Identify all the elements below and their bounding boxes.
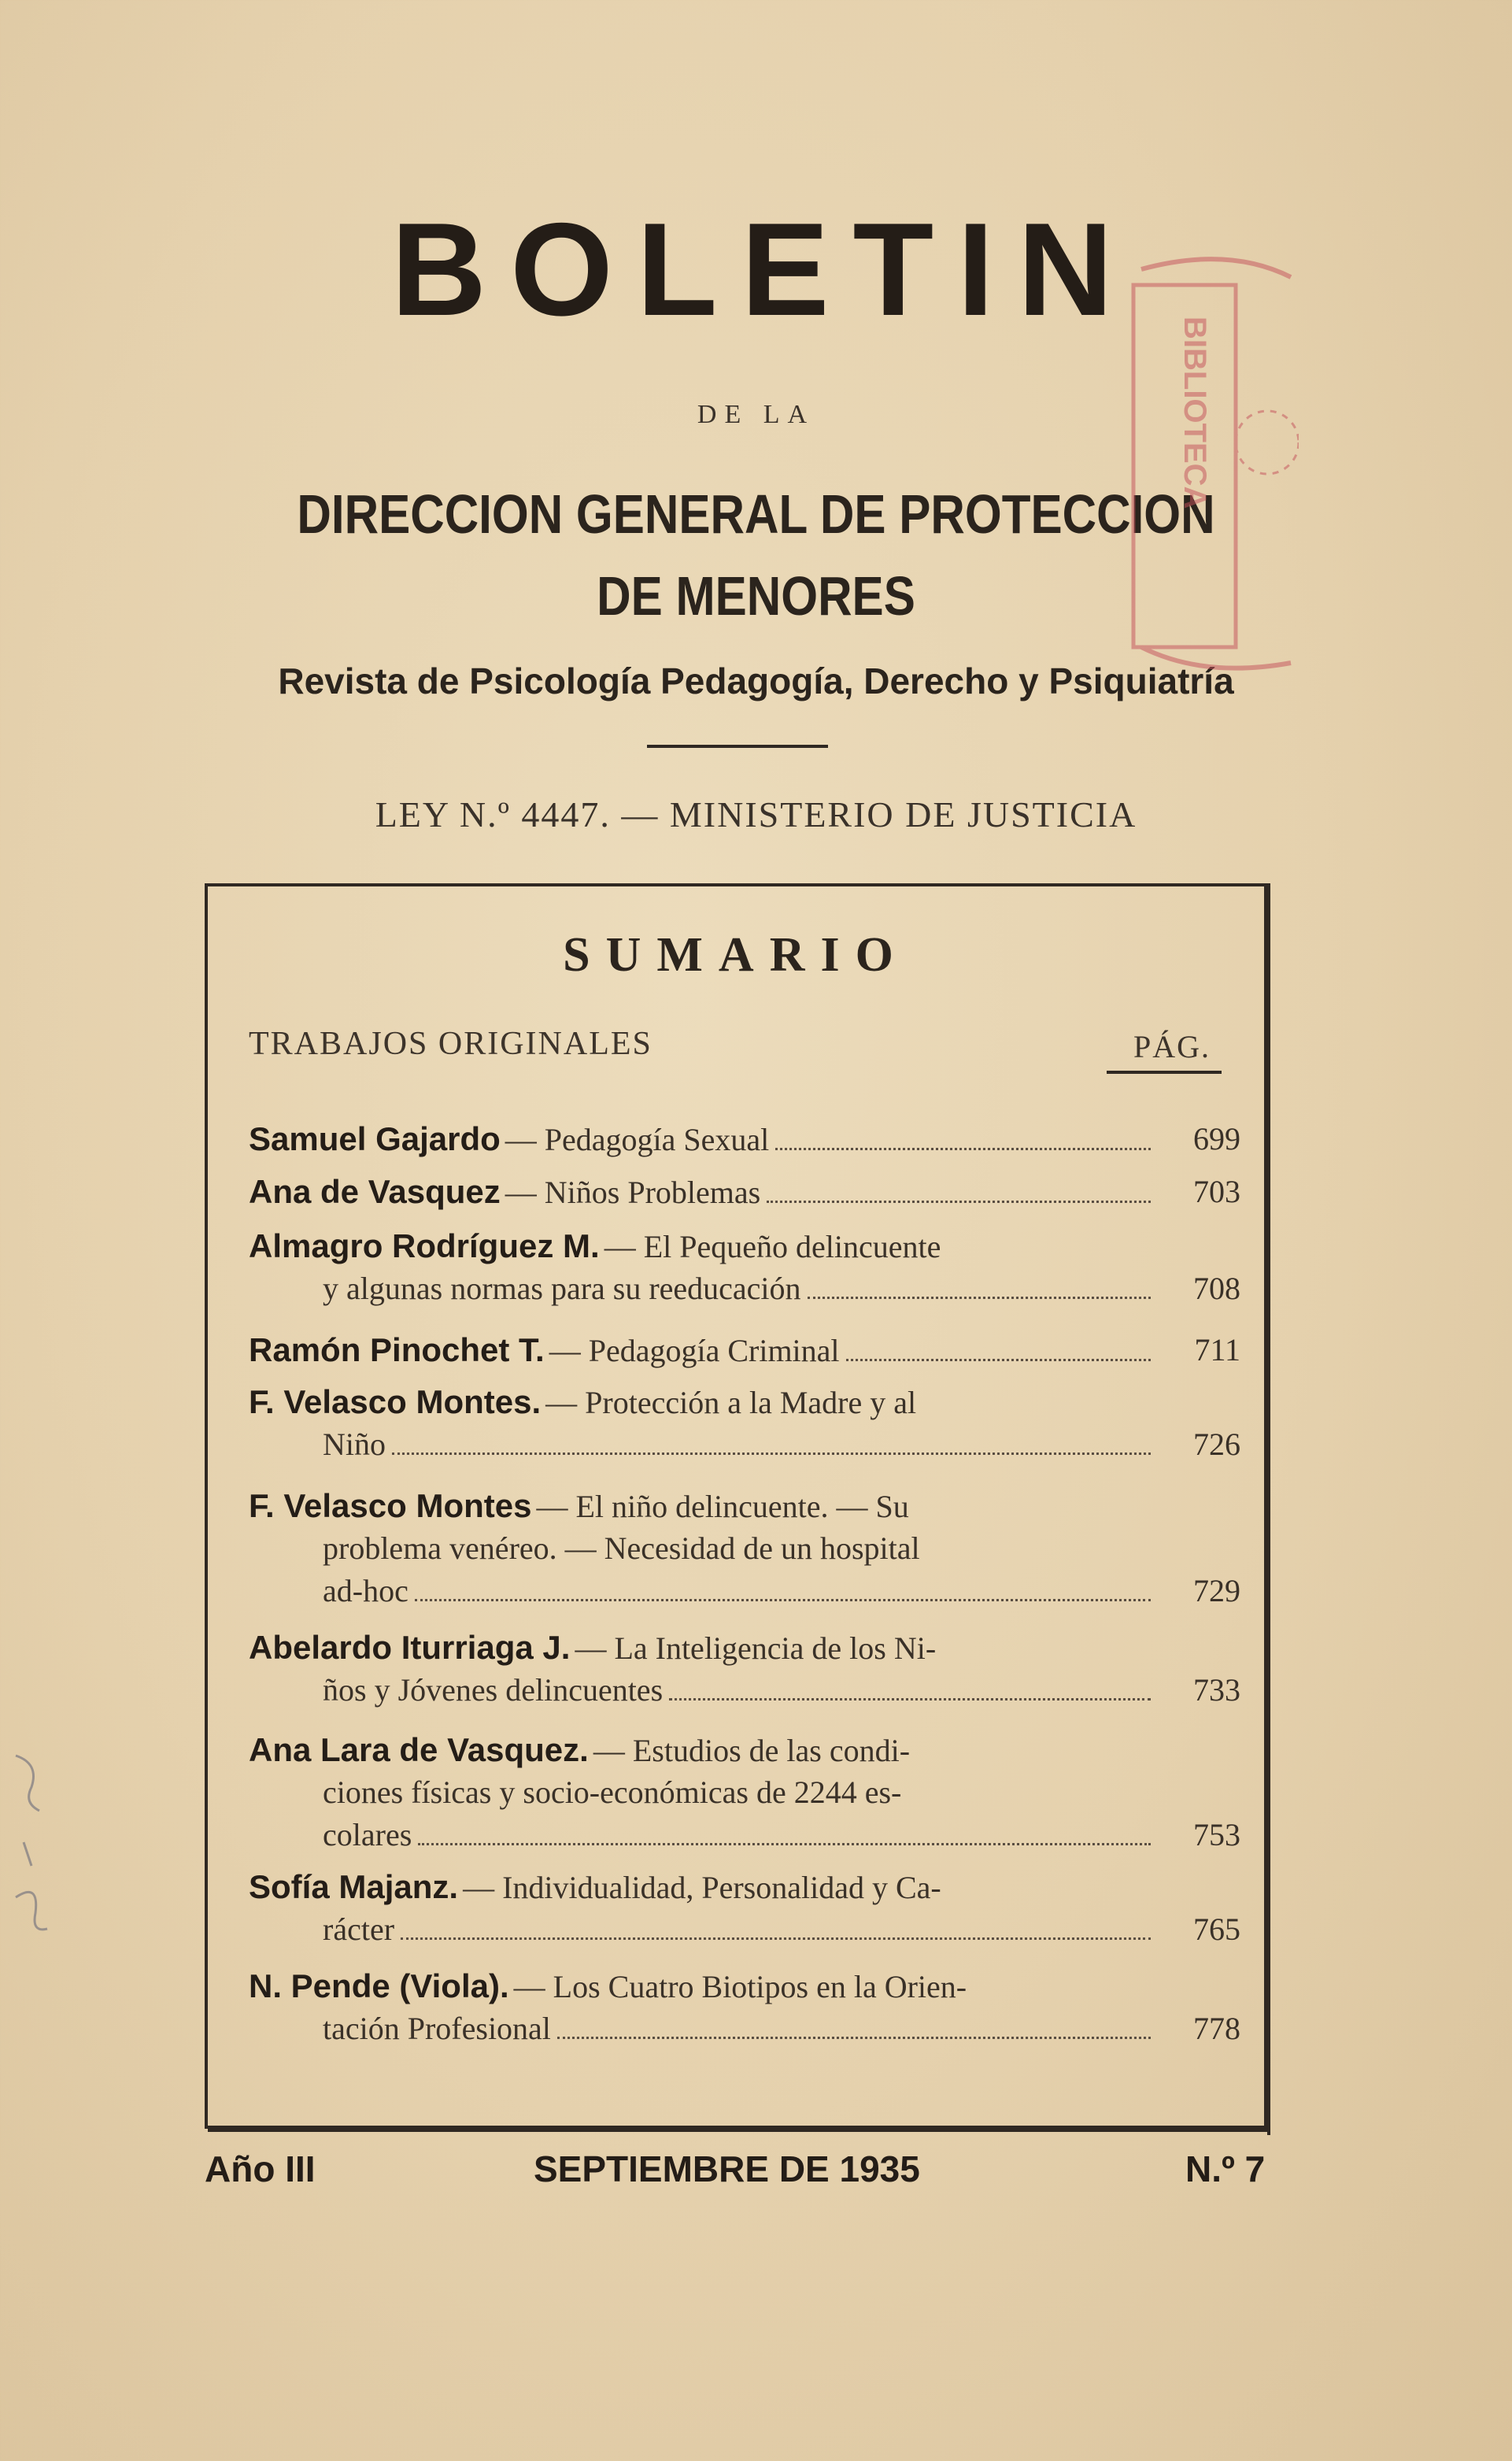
toc-entry: [249, 1729, 1240, 1856]
handwritten-mark-icon: [8, 1748, 55, 1937]
dot-leader: [767, 1200, 1151, 1203]
toc-author: F. Velasco Montes.: [249, 1383, 542, 1420]
toc-line: [249, 1814, 1240, 1856]
dot-leader: [415, 1598, 1151, 1601]
toc-page-number: 733: [1193, 1672, 1240, 1708]
toc-author: Abelardo Iturriaga J.: [249, 1629, 571, 1666]
toc-title-text: problema venéreo. — Necesidad de un hospital: [323, 1530, 920, 1566]
toc-line: [249, 1171, 1240, 1213]
svg-text:BIBLIOTECA: BIBLIOTECA: [1177, 316, 1212, 509]
toc-entry: [249, 1381, 1240, 1466]
toc-line: [249, 1908, 1240, 1951]
toc-author: Sofía Majanz.: [249, 1868, 459, 1905]
toc-entry: [249, 1626, 1240, 1712]
toc-title-text: — Niños Problemas: [505, 1175, 761, 1210]
toc-line: [249, 1329, 1240, 1371]
organization-line-2: DE MENORES: [597, 565, 915, 627]
library-stamp-icon: [1110, 254, 1299, 694]
toc-author: Ana de Vasquez: [249, 1173, 501, 1210]
toc-title-text: colares: [323, 1817, 412, 1852]
toc-line: [249, 1381, 1240, 1423]
issue-number: N.º 7: [1185, 2148, 1266, 2189]
toc-line: [249, 1729, 1240, 1771]
dot-leader: [418, 1842, 1151, 1845]
toc-title-text: Niño: [323, 1427, 386, 1462]
organization-line-1: DIRECCION GENERAL DE PROTECCION: [297, 483, 1215, 545]
toc-title-text: ad-hoc: [323, 1573, 408, 1608]
toc-title-text: — Estudios de las condi-: [593, 1733, 911, 1768]
toc-line: [249, 2008, 1240, 2050]
toc-title-text: — El niño delincuente. — Su: [536, 1489, 909, 1524]
toc-page-number: 711: [1194, 1332, 1240, 1367]
toc-title-text: — Protección a la Madre y al: [545, 1385, 917, 1420]
toc-line: [249, 1268, 1240, 1310]
year-label: Año III: [205, 2148, 316, 2189]
toc-author: Ramón Pinochet T.: [249, 1331, 545, 1368]
dot-leader: [392, 1452, 1151, 1455]
page-label-underline: [1107, 1071, 1222, 1074]
dot-leader: [669, 1697, 1151, 1700]
toc-entry: [249, 1171, 1240, 1213]
dot-leader: [775, 1147, 1151, 1150]
toc-line: [249, 1626, 1240, 1669]
toc-page-number: 699: [1193, 1121, 1240, 1156]
toc-page-number: 708: [1193, 1271, 1240, 1306]
page-column-label: PÁG.: [1133, 1029, 1211, 1064]
toc-page-number: 729: [1193, 1573, 1240, 1608]
toc-line: [249, 1771, 1240, 1814]
toc-author: N. Pende (Viola).: [249, 1967, 509, 2004]
toc-title-text: — Los Cuatro Biotipos en la Orien-: [513, 1969, 967, 2004]
de-la-text: DE LA: [697, 400, 815, 429]
toc-title-text: — Pedagogía Sexual: [505, 1122, 770, 1157]
toc-line: [249, 1965, 1240, 2008]
toc-title-text: y algunas normas para su reeducación: [323, 1271, 801, 1306]
dot-leader: [808, 1296, 1151, 1299]
dot-leader: [557, 2036, 1151, 2039]
journal-title: BOLETIN: [390, 195, 1137, 343]
toc-title-text: ños y Jóvenes delincuentes: [323, 1672, 664, 1708]
toc-title-text: — Individualidad, Personalidad y Ca-: [463, 1870, 941, 1905]
toc-entry: [249, 1118, 1240, 1160]
issue-date: SEPTIEMBRE DE 1935: [534, 2148, 920, 2189]
section-heading: TRABAJOS ORIGINALES: [249, 1026, 652, 1062]
law-ministry-line: LEY N.º 4447. — MINISTERIO DE JUSTICIA: [375, 794, 1137, 835]
toc-title-text: — Pedagogía Criminal: [549, 1333, 840, 1368]
box-shadow-bottom: [208, 2129, 1270, 2132]
toc-entry: [249, 1329, 1240, 1371]
toc-page-number: 765: [1193, 1911, 1240, 1947]
divider-rule: [647, 745, 828, 748]
toc-entry: [249, 1965, 1240, 2050]
toc-author: Samuel Gajardo: [249, 1120, 501, 1157]
toc-entry: [249, 1866, 1240, 1951]
toc-title-text: tación Profesional: [323, 2011, 551, 2046]
dot-leader: [846, 1358, 1151, 1361]
toc-author: Almagro Rodríguez M.: [249, 1227, 600, 1264]
toc-page-number: 778: [1193, 2011, 1240, 2046]
sumario-heading: SUMARIO: [563, 928, 909, 982]
toc-line: [249, 1527, 1240, 1570]
toc-author: Ana Lara de Vasquez.: [249, 1731, 589, 1768]
dot-leader: [401, 1937, 1151, 1940]
toc-line: [249, 1485, 1240, 1527]
toc-page-number: 726: [1193, 1427, 1240, 1462]
journal-subtitle: Revista de Psicología Pedagogía, Derecho y Psiquiatría: [278, 661, 1234, 701]
toc-title-text: — El Pequeño delincuente: [604, 1229, 941, 1264]
toc-entry: [249, 1485, 1240, 1612]
toc-title-text: rácter: [323, 1911, 395, 1947]
toc-line: [249, 1423, 1240, 1466]
box-shadow-right: [1267, 883, 1270, 2135]
toc-page-number: 703: [1193, 1174, 1240, 1209]
toc-line: [249, 1669, 1240, 1712]
toc-page-number: 753: [1193, 1817, 1240, 1852]
toc-line: [249, 1118, 1240, 1160]
toc-title-text: ciones físicas y socio-económicas de 2244 es-: [323, 1775, 902, 1810]
toc-line: [249, 1866, 1240, 1908]
toc-author: F. Velasco Montes: [249, 1487, 532, 1524]
toc-title-text: — La Inteligencia de los Ni-: [575, 1630, 937, 1666]
toc-line: [249, 1570, 1240, 1612]
toc-line: [249, 1225, 1240, 1268]
toc-entry: [249, 1225, 1240, 1310]
